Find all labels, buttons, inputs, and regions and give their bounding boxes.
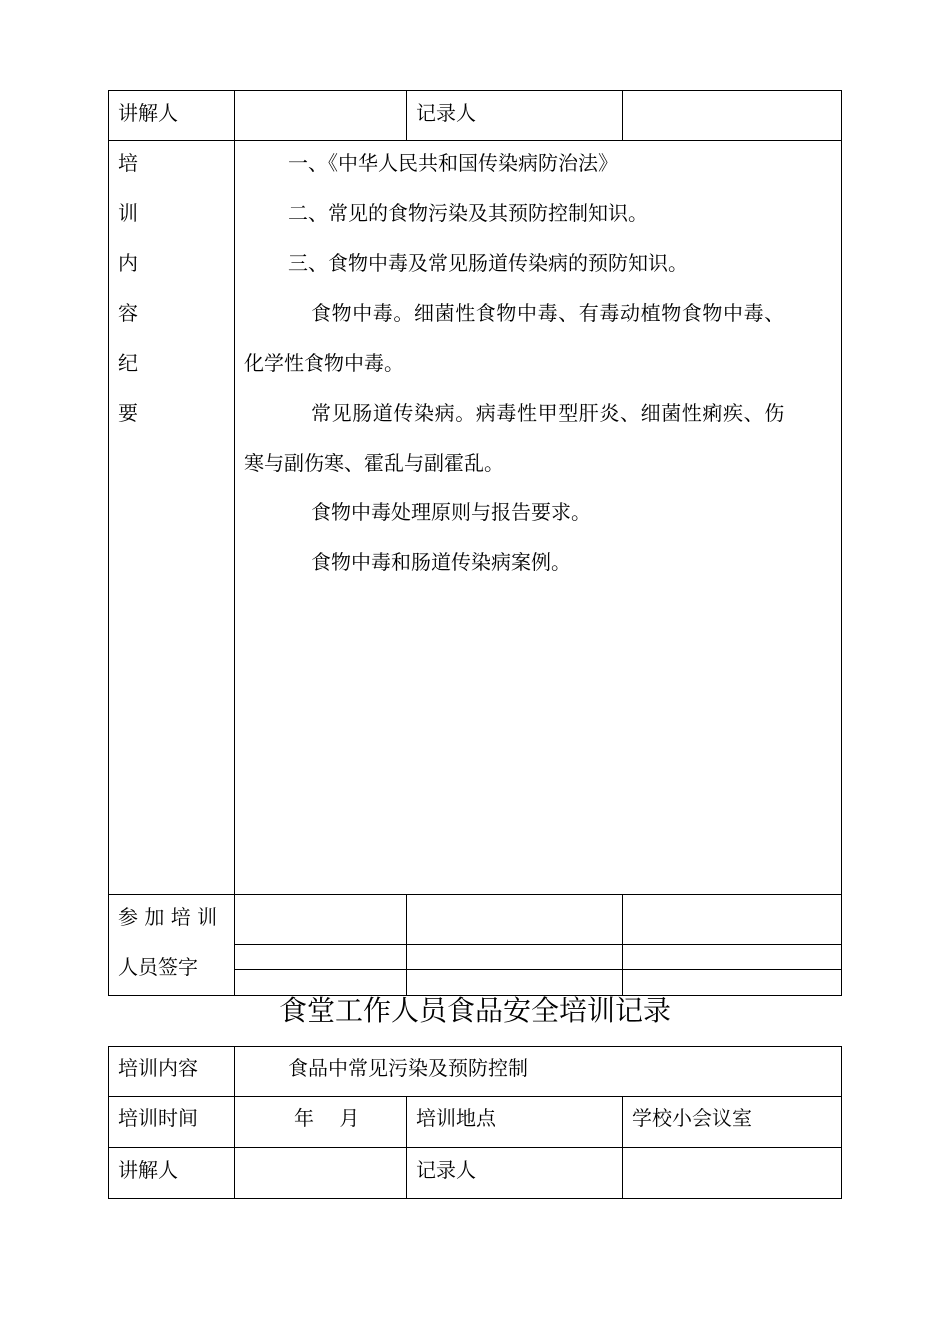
content-line: 化学性食物中毒。 — [244, 351, 404, 375]
content-line: 二、常见的食物污染及其预防控制知识。 — [288, 201, 648, 225]
lecturer-label: 讲解人 — [118, 1158, 178, 1182]
lecturer-label: 讲解人 — [118, 101, 178, 125]
content-label: 培训内容 — [118, 1056, 198, 1080]
content-line: 寒与副伤寒、霍乱与副霍乱。 — [244, 451, 504, 475]
signature-label-line2: 人员签字 — [118, 955, 198, 979]
content-label-char: 训 — [118, 201, 138, 225]
content-line: 食物中毒处理原则与报告要求。 — [311, 500, 591, 524]
content-line: 食物中毒和肠道传染病案例。 — [311, 550, 571, 574]
time-label: 培训时间 — [118, 1106, 198, 1130]
recorder-label: 记录人 — [416, 101, 476, 125]
place-value: 学校小会议室 — [632, 1106, 752, 1130]
content-value: 食品中常见污染及预防控制 — [288, 1056, 528, 1080]
content-label-char: 培 — [118, 151, 138, 175]
recorder-label: 记录人 — [416, 1158, 476, 1182]
content-line: 常见肠道传染病。病毒性甲型肝炎、细菌性痢疾、伤 — [311, 401, 785, 425]
document-title: 食堂工作人员食品安全培训记录 — [278, 994, 671, 1027]
content-line: 一、《中华人民共和国传染病防治法》 — [288, 151, 618, 175]
content-label-char: 容 — [118, 301, 138, 325]
content-line: 食物中毒。细菌性食物中毒、有毒动植物食物中毒、 — [311, 301, 785, 325]
content-label-char: 内 — [118, 251, 138, 275]
place-label: 培训地点 — [416, 1106, 496, 1130]
time-value: 年 月 — [294, 1106, 360, 1130]
signature-label-line1: 参 加 培 训 — [118, 905, 218, 929]
content-label-char: 要 — [118, 401, 138, 425]
content-line: 三、食物中毒及常见肠道传染病的预防知识。 — [288, 251, 688, 275]
content-label-char: 纪 — [118, 351, 138, 375]
